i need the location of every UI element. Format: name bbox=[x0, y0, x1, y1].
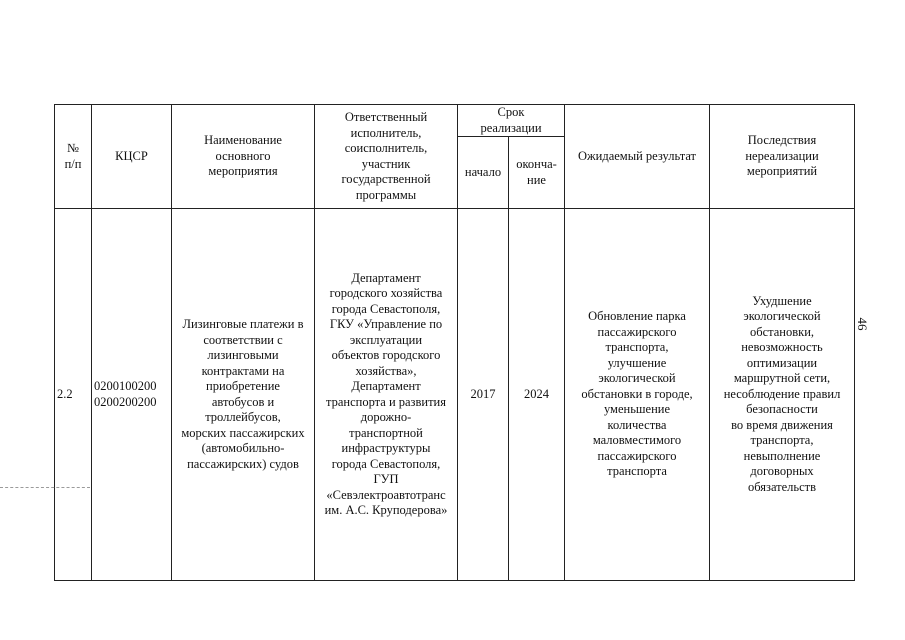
header-responsible: Ответственный исполнитель, соисполнитель, участник государственной программы bbox=[315, 105, 458, 209]
header-num: № п/п bbox=[55, 105, 92, 209]
header-term: Срок реализации bbox=[458, 105, 565, 137]
cell-term-end: 2024 bbox=[509, 209, 565, 581]
page-number: 46 bbox=[855, 317, 870, 331]
header-consequences: Последствия нереализации мероприятий bbox=[710, 105, 855, 209]
table-row bbox=[55, 209, 855, 581]
program-measures-table bbox=[54, 104, 855, 581]
header-term-start: начало bbox=[458, 137, 509, 209]
cell-responsible: Департамент городского хозяйства города Севастополя, ГКУ «Управление по эксплуатации объектов городского хозяйства», Департамент транспорта и развития дорожно- транспортной инфраструктуры города Севастополя, ГУП «Севэлектроавтотранс им. А.С. Круподерова» bbox=[315, 209, 458, 581]
margin-dashed-line bbox=[0, 487, 90, 488]
header-term-end: оконча- ние bbox=[509, 137, 565, 209]
cell-kcsr: 0200100200 0200200200 bbox=[92, 209, 172, 581]
header-row-top bbox=[55, 105, 855, 137]
cell-term-start: 2017 bbox=[458, 209, 509, 581]
header-measure-name: Наименование основного мероприятия bbox=[172, 105, 315, 209]
cell-measure-name: Лизинговые платежи в соответствии с лизинговыми контрактами на приобретение автобусов и троллейбусов, морских пассажирских (автомобильно- пассажирских) судов bbox=[172, 209, 315, 581]
cell-consequences: Ухудшение экологической обстановки, невозможность оптимизации маршрутной сети, несоблюдение правил безопасности во время движения транспорта, невыполнение договорных обязательств bbox=[710, 209, 855, 581]
cell-expected-result: Обновление парка пассажирского транспорта, улучшение экологической обстановки в городе, уменьшение количества маловместимого пассажирского транспорта bbox=[565, 209, 710, 581]
header-expected-result: Ожидаемый результат bbox=[565, 105, 710, 209]
cell-num: 2.2 bbox=[55, 209, 92, 581]
header-kcsr: КЦСР bbox=[92, 105, 172, 209]
